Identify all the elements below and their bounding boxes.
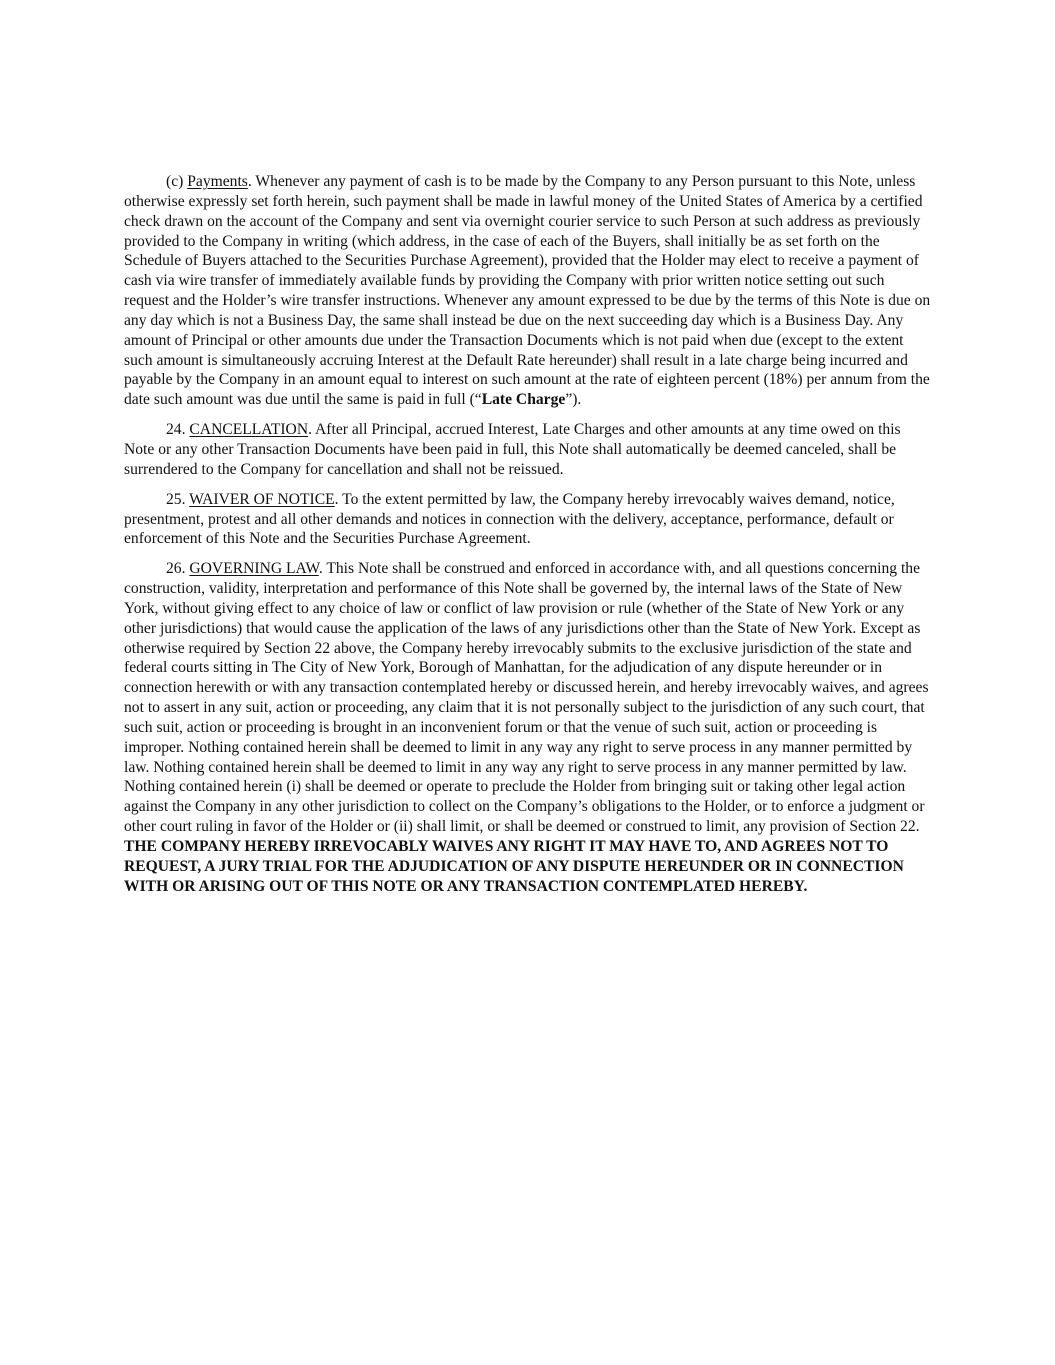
section-number: 24. bbox=[166, 421, 186, 439]
section-cancellation bbox=[124, 420, 932, 480]
section-heading-waiver-of-notice: WAIVER OF NOTICE bbox=[189, 490, 335, 508]
section-heading-payments: Payments bbox=[187, 173, 248, 190]
section-body-tail: ”). bbox=[565, 391, 582, 409]
section-number: (c) bbox=[166, 173, 184, 190]
section-waiver-of-notice bbox=[124, 490, 932, 550]
section-heading-cancellation: CANCELLATION bbox=[189, 421, 309, 439]
section-heading-governing-law: GOVERNING LAW bbox=[189, 560, 319, 578]
section-body: . After all Principal, accrued Interest, Late Charges and other amounts at any time owed on this Note or any other Transaction Documents have been paid in full, this Note shall automatically be deemed canceled, shall be surrendered to the Company for cancellation and shall not be reissued. bbox=[124, 421, 901, 478]
section-body: . This Note shall be construed and enforced in accordance with, and all questions concerning the construction, validity, interpretation and performance of this Note shall be governed by, the internal laws of the State of New York, without giving effect to any choice of law or conflict of law provision or rule (whether of the State of New York or any other jurisdictions) that would cause the application of the laws of any jurisdictions other than the State of New York. Except as otherwise required by Section 22 above, the Company hereby irrevocably submits to the exclusive jurisdiction of the state and federal courts sitting in The City of New York, Borough of Manhattan, for the adjudication of any dispute hereunder or in connection herewith or with any transaction contemplated hereby or discussed herein, and hereby irrevocably waives, and agrees not to assert in any suit, action or proceeding, any claim that it is not personally subject to the jurisdiction of any such court, that such suit, action or proceeding is brought in an inconvenient forum or that the venue of such suit, action or proceeding is improper. Nothing contained herein shall be deemed to limit in any way any right to serve process in any manner permitted by law. Nothing contained herein shall be deemed to limit in any way any right to serve process in any manner permitted by law. Nothing contained herein (i) shall be deemed or operate to preclude the Holder from bringing suit or taking other legal action against the Company in any other jurisdiction to collect on the Company’s obligations to the Holder, or to enforce a judgment or other court ruling in favor of the Holder or (ii) shall limit, or shall be deemed or construed to limit, any provision of Section 22. bbox=[124, 560, 929, 836]
document-page bbox=[124, 172, 932, 907]
section-body: . To the extent permitted by law, the Company hereby irrevocably waives demand, notice, presentment, protest and all other demands and notices in connection with the delivery, acceptance, performance, default or enforcement of this Note and the Securities Purchase Agreement. bbox=[124, 490, 895, 548]
section-governing-law bbox=[124, 559, 932, 896]
section-payments bbox=[124, 172, 932, 410]
defined-term-late-charge: Late Charge bbox=[481, 391, 566, 409]
section-number: 25. bbox=[166, 490, 186, 508]
section-number: 26. bbox=[166, 560, 186, 578]
section-body: . Whenever any payment of cash is to be made by the Company to any Person pursuant to this Note, unless otherwise expressly set forth herein, such payment shall be made in lawful money of the United States of America by a certified check drawn on the account of the Company and sent via overnight courier service to such Person at such address as previously provided to the Company in writing (which address, in the case of each of the Buyers, shall initially be as set forth on the Schedule of Buyers attached to the Securities Purchase Agreement), provided that the Holder may elect to receive a payment of cash via wire transfer of immediately available funds by providing the Company with prior written notice setting out such request and the Holder’s wire transfer instructions. Whenever any amount expressed to be due by the terms of this Note is due on any day which is not a Business Day, the same shall instead be due on the next succeeding day which is a Business Day. Any amount of Principal or other amounts due under the Transaction Documents which is not paid when due (except to the extent such amount is simultaneously accruing Interest at the Default Rate hereunder) shall result in a late charge being incurred and payable by the Company in an amount equal to interest on such amount at the rate of eighteen percent (18%) per annum from the date such amount was due until the same is paid in full (“ bbox=[124, 173, 931, 409]
jury-trial-waiver: THE COMPANY HEREBY IRREVOCABLY WAIVES ANY RIGHT IT MAY HAVE TO, AND AGREES NOT TO REQUEST, A JURY TRIAL FOR THE ADJUDICATION OF ANY DISPUTE HEREUNDER OR IN CONNECTION WITH OR ARISING OUT OF THIS NOTE OR ANY TRANSACTION CONTEMPLATED HEREBY. bbox=[124, 838, 904, 895]
